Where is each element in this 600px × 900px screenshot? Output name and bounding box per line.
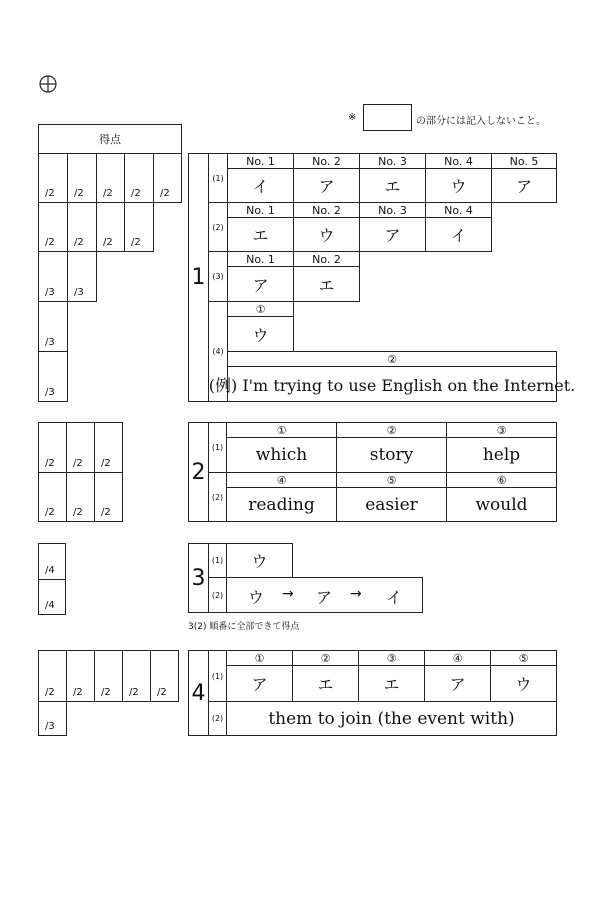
note-mark: ※ [348,112,357,123]
header-cell: ⑤ [336,472,447,488]
arrow-icon: → [350,586,362,602]
header-cell: No. 2 [293,153,360,169]
header-cell: No. 5 [491,153,557,169]
part-label: (1) [208,153,228,203]
score-cell[interactable]: /3 [38,701,67,736]
score-cell[interactable]: /2 [150,650,179,702]
score-cell[interactable]: /4 [38,543,66,580]
answer-cell[interactable]: ア [491,168,557,203]
header-cell: ③ [446,422,557,438]
answer-cell[interactable]: エ [292,665,359,702]
answer-cell[interactable]: ア [226,665,293,702]
score-cell[interactable]: /2 [67,202,97,252]
answer-cell[interactable]: ウ [227,316,294,352]
header-cell: No. 3 [359,153,426,169]
answer-cell[interactable]: エ [227,217,294,252]
score-cell[interactable]: /2 [38,472,67,522]
header-cell: No. 1 [227,251,294,267]
answer-cell[interactable]: イ [227,168,294,203]
score-cell[interactable]: /2 [38,422,67,473]
answer-cell[interactable]: easier [336,487,447,522]
score-title: 得点 [38,124,182,154]
answer-cell[interactable]: story [336,437,447,473]
score-cell[interactable]: /2 [124,153,154,203]
answer-cell[interactable]: ア [293,168,360,203]
part-label: (1) [208,650,227,702]
answer-cell[interactable]: (例) I'm trying to use English on the Internet. [227,366,557,402]
question-number: 1 [188,153,209,402]
part-label: (2) [208,701,227,736]
header-cell: No. 4 [425,202,492,218]
score-cell[interactable]: /3 [38,251,68,302]
score-cell[interactable]: /2 [66,472,95,522]
order-answer: イ [386,588,403,607]
header-cell: ① [227,301,294,317]
question-number: 4 [188,650,209,736]
answer-cell[interactable]: reading [226,487,337,522]
header-cell: ④ [226,472,337,488]
note-sample-box [363,104,412,131]
answer-cell[interactable]: ア [359,217,426,252]
answer-cell[interactable]: ウ [425,168,492,203]
registration-mark-icon [38,74,58,94]
header-cell: No. 2 [293,202,360,218]
part-label: (1) [208,422,227,473]
header-cell: ③ [358,650,425,666]
answer-cell[interactable]: ウ [490,665,557,702]
score-cell[interactable]: /2 [94,650,123,702]
answer-cell[interactable]: エ [358,665,425,702]
header-cell: No. 3 [359,202,426,218]
header-cell: ④ [424,650,491,666]
score-cell[interactable]: /3 [67,251,97,302]
score-cell[interactable]: /2 [96,202,125,252]
score-cell[interactable]: /2 [122,650,151,702]
score-cell[interactable]: /2 [38,202,68,252]
score-cell[interactable]: /2 [38,650,67,702]
part-label: (2) [208,472,227,522]
part-label: (4) [208,301,228,402]
score-cell[interactable]: /3 [38,301,68,352]
answer-cell[interactable]: ア [424,665,491,702]
order-answer: ウ [248,588,265,607]
score-cell[interactable]: /2 [94,422,123,473]
header-cell: ② [227,351,557,367]
score-cell[interactable]: /2 [67,153,97,203]
part-label: (2) [208,202,228,252]
header-cell: ⑤ [490,650,557,666]
header-cell: ① [226,422,337,438]
answer-cell[interactable]: ウ [293,217,360,252]
answer-cell[interactable]: エ [359,168,426,203]
answer-cell[interactable]: which [226,437,337,473]
score-cell[interactable]: /2 [66,422,95,473]
header-cell: No. 4 [425,153,492,169]
arrow-icon: → [282,586,294,602]
header-cell: ⑥ [446,472,557,488]
question-number: 3 [188,543,209,613]
answer-cell[interactable]: would [446,487,557,522]
header-cell: ② [292,650,359,666]
score-cell[interactable]: /2 [66,650,95,702]
answer-cell[interactable]: ウ [226,543,293,578]
part-label: (2) [208,577,227,613]
score-cell[interactable]: /2 [153,153,182,203]
header-cell: ② [336,422,447,438]
answer-cell[interactable]: ア [227,266,294,302]
question-number: 2 [188,422,209,522]
score-cell[interactable]: /2 [96,153,125,203]
header-cell: ① [226,650,293,666]
scoring-note: 3(2) 順番に全部できて得点 [188,622,300,632]
answer-cell[interactable]: エ [293,266,360,302]
note-text: の部分には記入しないこと。 [416,116,546,127]
order-answer: ア [316,588,333,607]
answer-cell[interactable]: them to join (the event with) [226,701,557,736]
header-cell: No. 2 [293,251,360,267]
header-cell: No. 1 [227,202,294,218]
answer-cell[interactable]: help [446,437,557,473]
score-cell[interactable]: /2 [94,472,123,522]
score-cell[interactable]: /2 [124,202,154,252]
header-cell: No. 1 [227,153,294,169]
part-label: (1) [208,543,227,578]
answer-cell[interactable]: イ [425,217,492,252]
score-cell[interactable]: /2 [38,153,68,203]
score-cell[interactable]: /4 [38,579,66,615]
score-cell[interactable]: /3 [38,351,68,402]
part-label: (3) [208,251,228,302]
